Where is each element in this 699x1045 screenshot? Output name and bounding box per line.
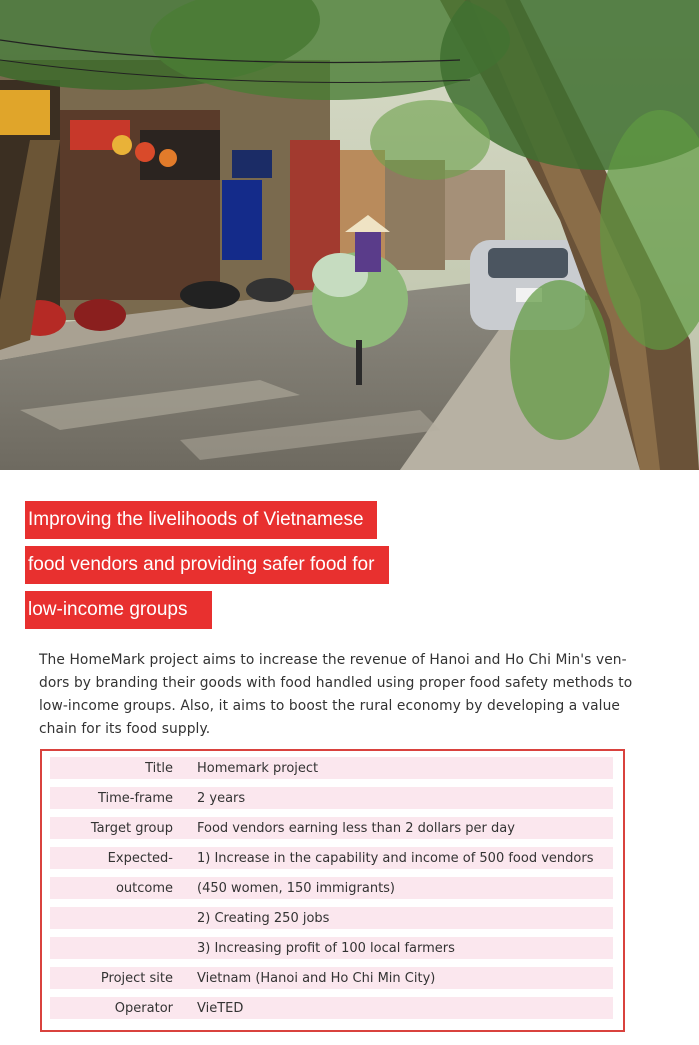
info-row: [50, 757, 613, 779]
info-row: [50, 937, 613, 959]
info-key: outcome: [115, 880, 173, 896]
info-key: Time-frame: [97, 790, 173, 806]
info-value: 2) Creating 250 jobs: [197, 910, 330, 926]
info-row: [50, 877, 613, 899]
headline: [25, 501, 389, 636]
info-key: Target group: [90, 820, 173, 836]
info-value: (450 women, 150 immigrants): [197, 880, 396, 896]
info-key: Title: [145, 760, 173, 776]
info-row: [50, 847, 613, 869]
info-value: Homemark project: [197, 760, 319, 776]
headline-line-1: Improving the livelihoods of Vietnamese: [25, 501, 377, 539]
street-photo-icon: [0, 0, 699, 470]
hero-photo: [0, 0, 699, 470]
info-row: [50, 787, 613, 809]
info-value: 2 years: [197, 790, 246, 806]
info-value: Vietnam (Hanoi and Ho Chi Min City): [197, 970, 436, 986]
info-value: Food vendors earning less than 2 dollars per day: [197, 820, 515, 836]
info-key: Expected-: [107, 850, 173, 866]
info-key: Project site: [100, 970, 173, 986]
info-row: [50, 817, 613, 839]
info-value: VieTED: [197, 1000, 244, 1016]
info-value: 3) Increasing profit of 100 local farmers: [197, 940, 455, 956]
info-row: [50, 997, 613, 1019]
headline-line-2: food vendors and providing safer food for: [25, 546, 389, 584]
info-row: [50, 967, 613, 989]
info-key: Operator: [114, 1000, 173, 1016]
intro-paragraph: The HomeMark project aims to increase the revenue of Hanoi and Ho Chi Min's ven-dors by branding their goods with food handled using proper food safety methods to low-income groups. Also, it aims to boost the rural economy by developing a value chain for its food supply.: [39, 652, 633, 737]
project-info-table: [40, 749, 625, 1032]
info-value: 1) Increase in the capability and income of 500 food vendors: [197, 850, 594, 866]
headline-line-3: low-income groups: [25, 591, 212, 629]
info-row: [50, 907, 613, 929]
